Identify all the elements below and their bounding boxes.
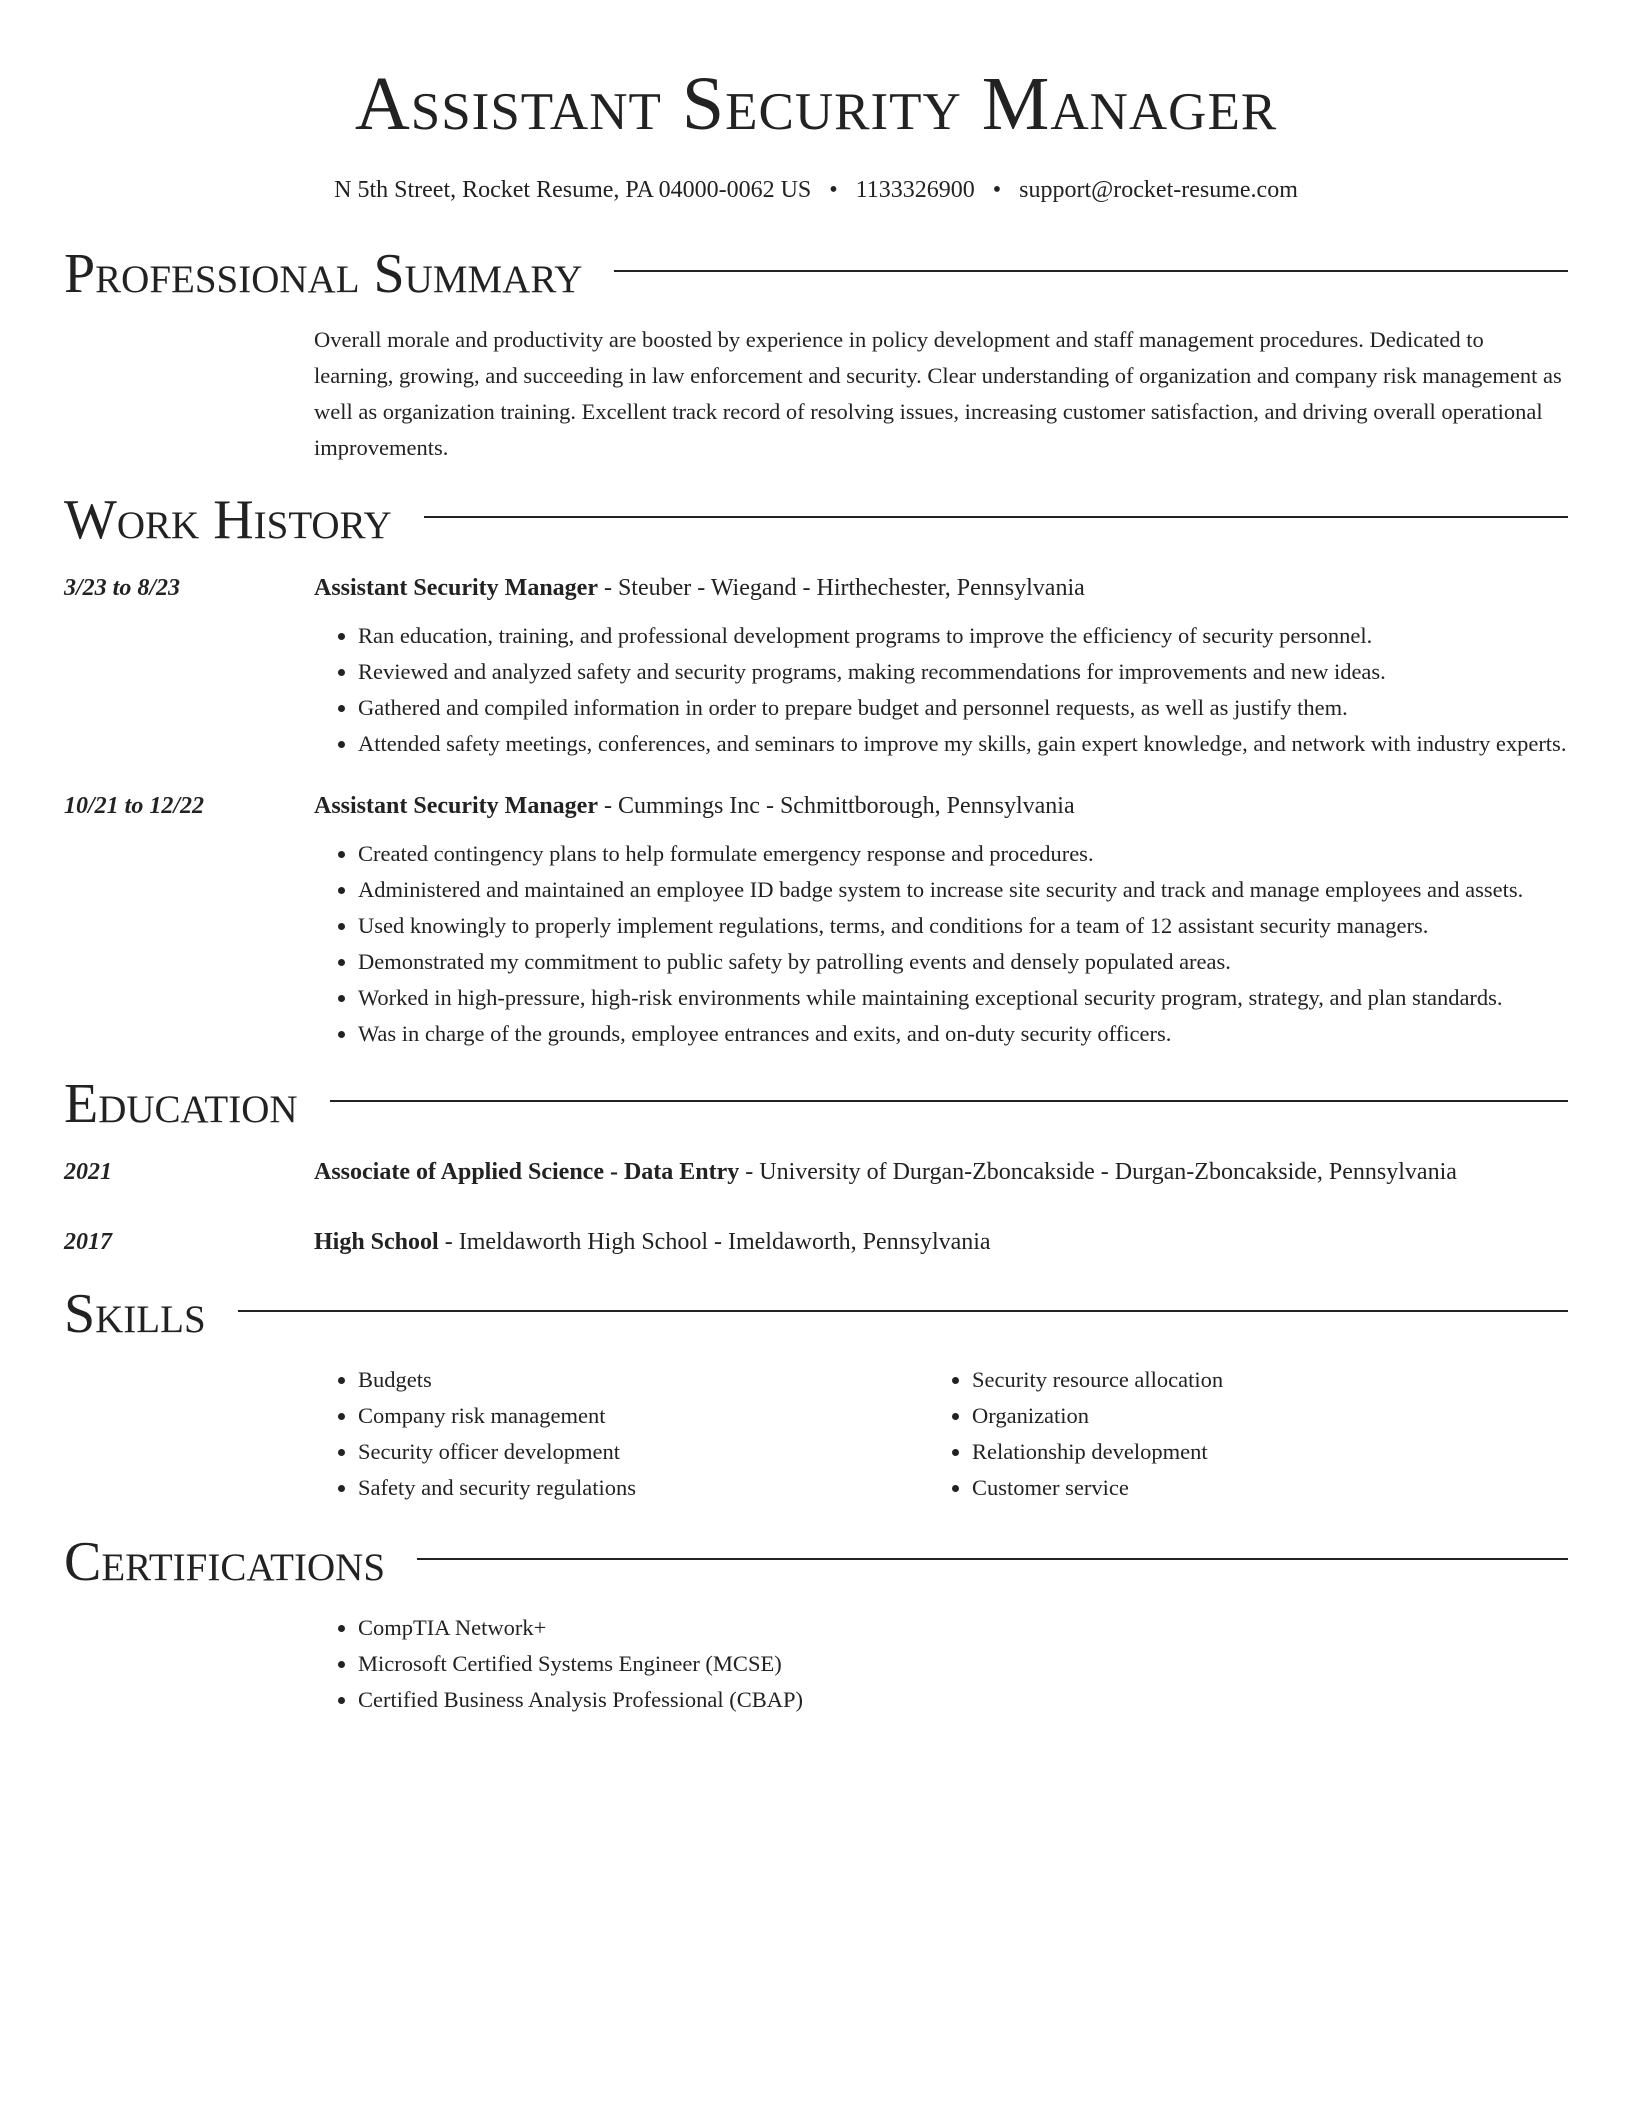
section-divider	[614, 270, 1568, 272]
list-item: • Safety and security regulations	[358, 1470, 928, 1506]
section-title-certifications: Certifications	[64, 1531, 386, 1593]
certifications-items	[314, 1610, 1568, 1718]
job-role: Assistant Security Manager	[314, 793, 598, 819]
section-divider	[238, 1310, 1568, 1312]
list-item: • CompTIA Network+	[358, 1610, 1568, 1646]
certifications-section-header	[64, 1528, 1568, 1596]
section-title-work: Work History	[64, 489, 392, 551]
job-heading	[314, 786, 1568, 826]
job-heading	[314, 568, 1568, 608]
list-item: • Relationship development	[972, 1434, 1542, 1470]
contact-line	[64, 174, 1568, 206]
work-section-header	[64, 486, 1568, 554]
job-role: Assistant Security Manager	[314, 575, 598, 601]
job-body	[314, 786, 1568, 1052]
list-item: • Administered and maintained an employee ID badge system to increase site security and track and manage employees and assets.	[358, 872, 1568, 908]
contact-address: N 5th Street, Rocket Resume, PA 04000-0062 US	[334, 177, 812, 203]
section-title-summary: Professional Summary	[64, 243, 583, 305]
job-dates: 3/23 to 8/23	[64, 575, 181, 601]
contact-separator: •	[829, 177, 838, 203]
education-year: 2021	[64, 1159, 112, 1185]
section-divider	[424, 516, 1568, 518]
education-heading	[314, 1222, 1568, 1262]
skills-section-header	[64, 1280, 1568, 1348]
job-entry	[64, 786, 1568, 1052]
list-item: • Company risk management	[358, 1398, 928, 1434]
list-item: • Worked in high-pressure, high-risk environments while maintaining exceptional security program, strategy, and plan standards.	[358, 980, 1568, 1016]
section-title-education: Education	[64, 1073, 298, 1135]
list-item: • Organization	[972, 1398, 1542, 1434]
list-item: • Ran education, training, and professional development programs to improve the efficiency of security personnel.	[358, 618, 1568, 654]
skills-list	[314, 1362, 1568, 1506]
education-year: 2017	[64, 1229, 112, 1255]
education-heading	[314, 1152, 1568, 1192]
list-item: • Security officer development	[358, 1434, 928, 1470]
list-item: • Microsoft Certified Systems Engineer (MCSE)	[358, 1646, 1568, 1682]
job-bullets	[314, 836, 1568, 1052]
skills-column-left	[314, 1362, 928, 1506]
education-entry	[64, 1152, 1568, 1192]
skills-column-right	[928, 1362, 1542, 1506]
job-bullets	[314, 618, 1568, 762]
education-body	[314, 1152, 1568, 1192]
education-details: - University of Durgan-Zboncakside - Durgan-Zboncakside, Pennsylvania	[739, 1159, 1457, 1185]
contact-email: support@rocket-resume.com	[1019, 177, 1298, 203]
summary-section-header	[64, 240, 1568, 308]
education-section-header	[64, 1070, 1568, 1138]
education-details: - Imeldaworth High School - Imeldaworth, Pennsylvania	[438, 1229, 991, 1255]
job-entry	[64, 568, 1568, 762]
section-divider	[330, 1100, 1568, 1102]
job-details: - Cummings Inc - Schmittborough, Pennsylvania	[597, 793, 1075, 819]
list-item: • Security resource allocation	[972, 1362, 1542, 1398]
page-title: Assistant Security Manager	[354, 62, 1278, 146]
list-item: • Customer service	[972, 1470, 1542, 1506]
contact-separator: •	[992, 177, 1002, 203]
list-item: • Budgets	[358, 1362, 928, 1398]
certifications-list	[314, 1610, 1568, 1718]
list-item: • Reviewed and analyzed safety and security programs, making recommendations for improvements and new ideas.	[358, 654, 1568, 690]
section-title-skills: Skills	[64, 1283, 206, 1345]
contact-phone: 1133326900	[855, 177, 975, 203]
education-degree: Associate of Applied Science - Data Entry	[314, 1159, 740, 1185]
summary-text: Overall morale and productivity are boosted by experience in policy development and staff management procedures. Dedicated to learning, growing, and succeeding in law enforcement and security. Clear understanding of organization and company risk management as well as organization training. Excellent track record of resolving issues, increasing customer satisfaction, and driving overall operational improvements.	[314, 327, 1562, 460]
list-item: • Gathered and compiled information in order to prepare budget and personnel requests, as well as justify them.	[358, 690, 1568, 726]
education-entry	[64, 1222, 1568, 1262]
job-dates: 10/21 to 12/22	[64, 793, 205, 819]
section-divider	[417, 1558, 1568, 1560]
list-item: • Certified Business Analysis Professional (CBAP)	[358, 1682, 1568, 1718]
job-details: - Steuber - Wiegand - Hirthechester, Pennsylvania	[597, 575, 1085, 601]
education-degree: High School	[314, 1229, 439, 1255]
job-body	[314, 568, 1568, 762]
list-item: • Created contingency plans to help formulate emergency response and procedures.	[358, 836, 1568, 872]
list-item: • Used knowingly to properly implement regulations, terms, and conditions for a team of 12 assistant security managers.	[358, 908, 1568, 944]
list-item: • Demonstrated my commitment to public safety by patrolling events and densely populated areas.	[358, 944, 1568, 980]
education-body	[314, 1222, 1568, 1262]
list-item: • Was in charge of the grounds, employee entrances and exits, and on-duty security officers.	[358, 1016, 1568, 1052]
list-item: • Attended safety meetings, conferences, and seminars to improve my skills, gain expert knowledge, and network with industry experts.	[358, 726, 1568, 762]
